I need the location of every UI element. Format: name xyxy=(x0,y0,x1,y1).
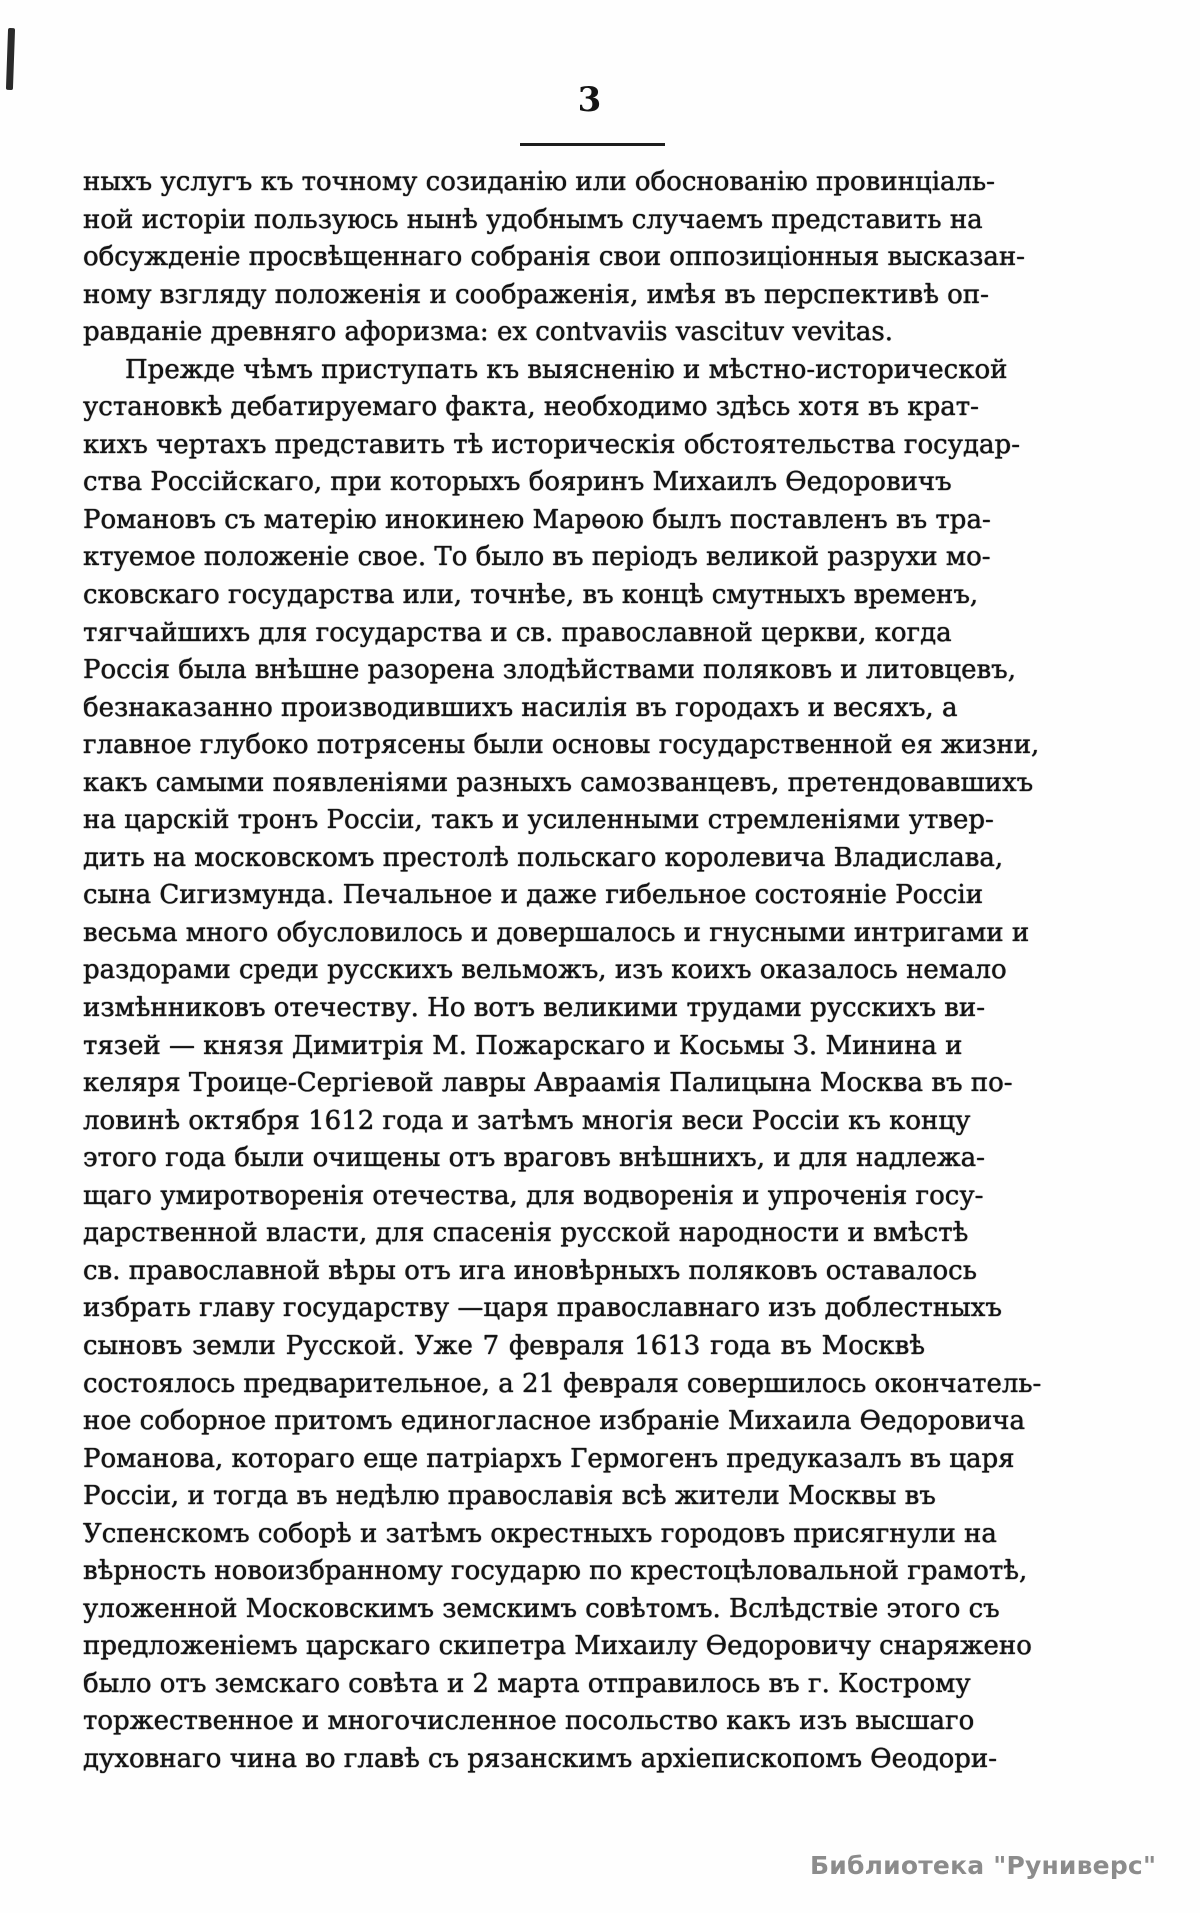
text-line: св. православной вѣры отъ ига иновѣрныхъ поляковъ оставалось xyxy=(83,1255,977,1286)
text-line: тягчайшихъ для государства и св. православной церкви, когда xyxy=(83,617,952,648)
text-line: уложенной Московскимъ земскимъ совѣтомъ. Вслѣдствіе этого съ xyxy=(83,1593,1000,1624)
text-line: Романова, котораго еще патріархъ Гермогенъ предуказалъ въ царя xyxy=(83,1443,1015,1474)
text-line: весьма много обусловилось и довершалось и гнусными интригами и xyxy=(83,917,1030,948)
text-line: избрать главу государству —царя православнаго изъ доблестныхъ xyxy=(83,1293,1002,1324)
page-number-rule xyxy=(520,143,665,146)
text-line: ства Россійскаго, при которыхъ бояринъ Михаилъ Ѳедоровичъ xyxy=(83,467,952,498)
text-line: сковскаго государства или, точнѣе, въ концѣ смутныхъ временъ, xyxy=(83,580,979,611)
text-line: дить на московскомъ престолѣ польскаго королевича Владислава, xyxy=(83,842,1004,873)
text-line: предложеніемъ царскаго скипетра Михаилу Ѳедоровичу снаряжено xyxy=(83,1631,1032,1662)
text-line: ныхъ услугъ къ точному созиданію или обоснованію провинціаль- xyxy=(83,167,995,197)
text-line: было отъ земскаго совѣта и 2 марта отправилось въ г. Кострому xyxy=(83,1668,971,1699)
text-line: главное глубоко потрясены были основы государственной ея жизни, xyxy=(83,730,1040,761)
text-line: сыновъ земли Русской. Уже 7 февраля 1613 года въ Москвѣ xyxy=(83,1330,925,1361)
text-line: состоялось предварительное, а 21 февраля совершилось окончатель- xyxy=(83,1368,1042,1399)
text-line: какъ самыми появленіями разныхъ самозванцевъ, претендовавшихъ xyxy=(83,767,1034,798)
text-line: ктуемое положеніе свое. То было въ періодъ великой разрухи мо- xyxy=(83,542,991,573)
text-line: кихъ чертахъ представить тѣ историческія обстоятельства государ- xyxy=(83,429,1020,460)
text-line: ловинѣ октября 1612 года и затѣмъ многія веси Россіи къ концу xyxy=(83,1105,971,1136)
text-line: торжественное и многочисленное посольство какъ изъ высшаго xyxy=(83,1706,975,1737)
text-line: Россія была внѣшне разорена злодѣйствами поляковъ и литовцевъ, xyxy=(83,655,1016,686)
text-line: раздорами среди русскихъ вельможъ, изъ коихъ оказалось немало xyxy=(83,955,1007,986)
text-line: Успенскомъ соборѣ и затѣмъ окрестныхъ городовъ присягнули на xyxy=(83,1518,997,1549)
text-line: Россіи, и тогда въ недѣлю православія всѣ жители Москвы въ xyxy=(83,1481,936,1512)
text-line: обсужденіе просвѣщеннаго собранія свои оппозиціонныя высказан- xyxy=(83,242,1025,273)
text-line: вѣрность новоизбранному государю по крестоцѣловальной грамотѣ, xyxy=(83,1556,1028,1587)
text-line: келяря Троице-Сергіевой лавры Авраамія Палицына Москва въ по- xyxy=(83,1068,1013,1099)
text-line: ному взгляду положенія и соображенія, имѣя въ перспективѣ оп- xyxy=(83,279,989,310)
text-block xyxy=(83,164,1042,1779)
text-line: безнаказанно производившихъ насилія въ городахъ и весяхъ, а xyxy=(83,692,958,723)
text-line: этого года были очищены отъ враговъ внѣшнихъ, и для надлежа- xyxy=(83,1143,985,1174)
text-line: на царскій тронъ Россіи, такъ и усиленными стремленіями утвер- xyxy=(83,805,994,836)
page-number: 3 xyxy=(577,80,603,120)
text-line: дарственной власти, для спасенія русской народности и вмѣстѣ xyxy=(83,1218,969,1249)
text-line: сына Сигизмунда. Печальное и даже гибельное состояніе Россіи xyxy=(83,880,984,911)
text-line: установкѣ дебатируемаго факта, необходимо здѣсь хотя въ крат- xyxy=(83,392,979,423)
text-line: Прежде чѣмъ приступать къ выясненію и мѣстно-исторической xyxy=(125,354,1008,385)
text-line: ной исторіи пользуюсь нынѣ удобнымъ случаемъ представить на xyxy=(83,204,983,235)
text-line: измѣнниковъ отечеству. Но вотъ великими трудами русскихъ ви- xyxy=(83,993,986,1024)
text-line: духовнаго чина во главѣ съ рязанскимъ архіепископомъ Ѳеодори- xyxy=(83,1743,998,1774)
text-line: ное соборное притомъ единогласное избраніе Михаила Ѳедоровича xyxy=(83,1406,1025,1437)
text-line: щаго умиротворенія отечества, для водворенія и упроченія госу- xyxy=(83,1180,984,1211)
library-watermark: Библиотека "Руниверс" xyxy=(810,1851,1157,1880)
text-line: равданіе древняго афоризма: ex contvaviis vascituv vevitas. xyxy=(83,317,893,348)
text-line: Романовъ съ матерію инокинею Марѳою былъ поставленъ въ тра- xyxy=(83,504,991,535)
text-line: тязей — князя Димитрія М. Пожарскаго и Косьмы З. Минина и xyxy=(83,1030,963,1061)
